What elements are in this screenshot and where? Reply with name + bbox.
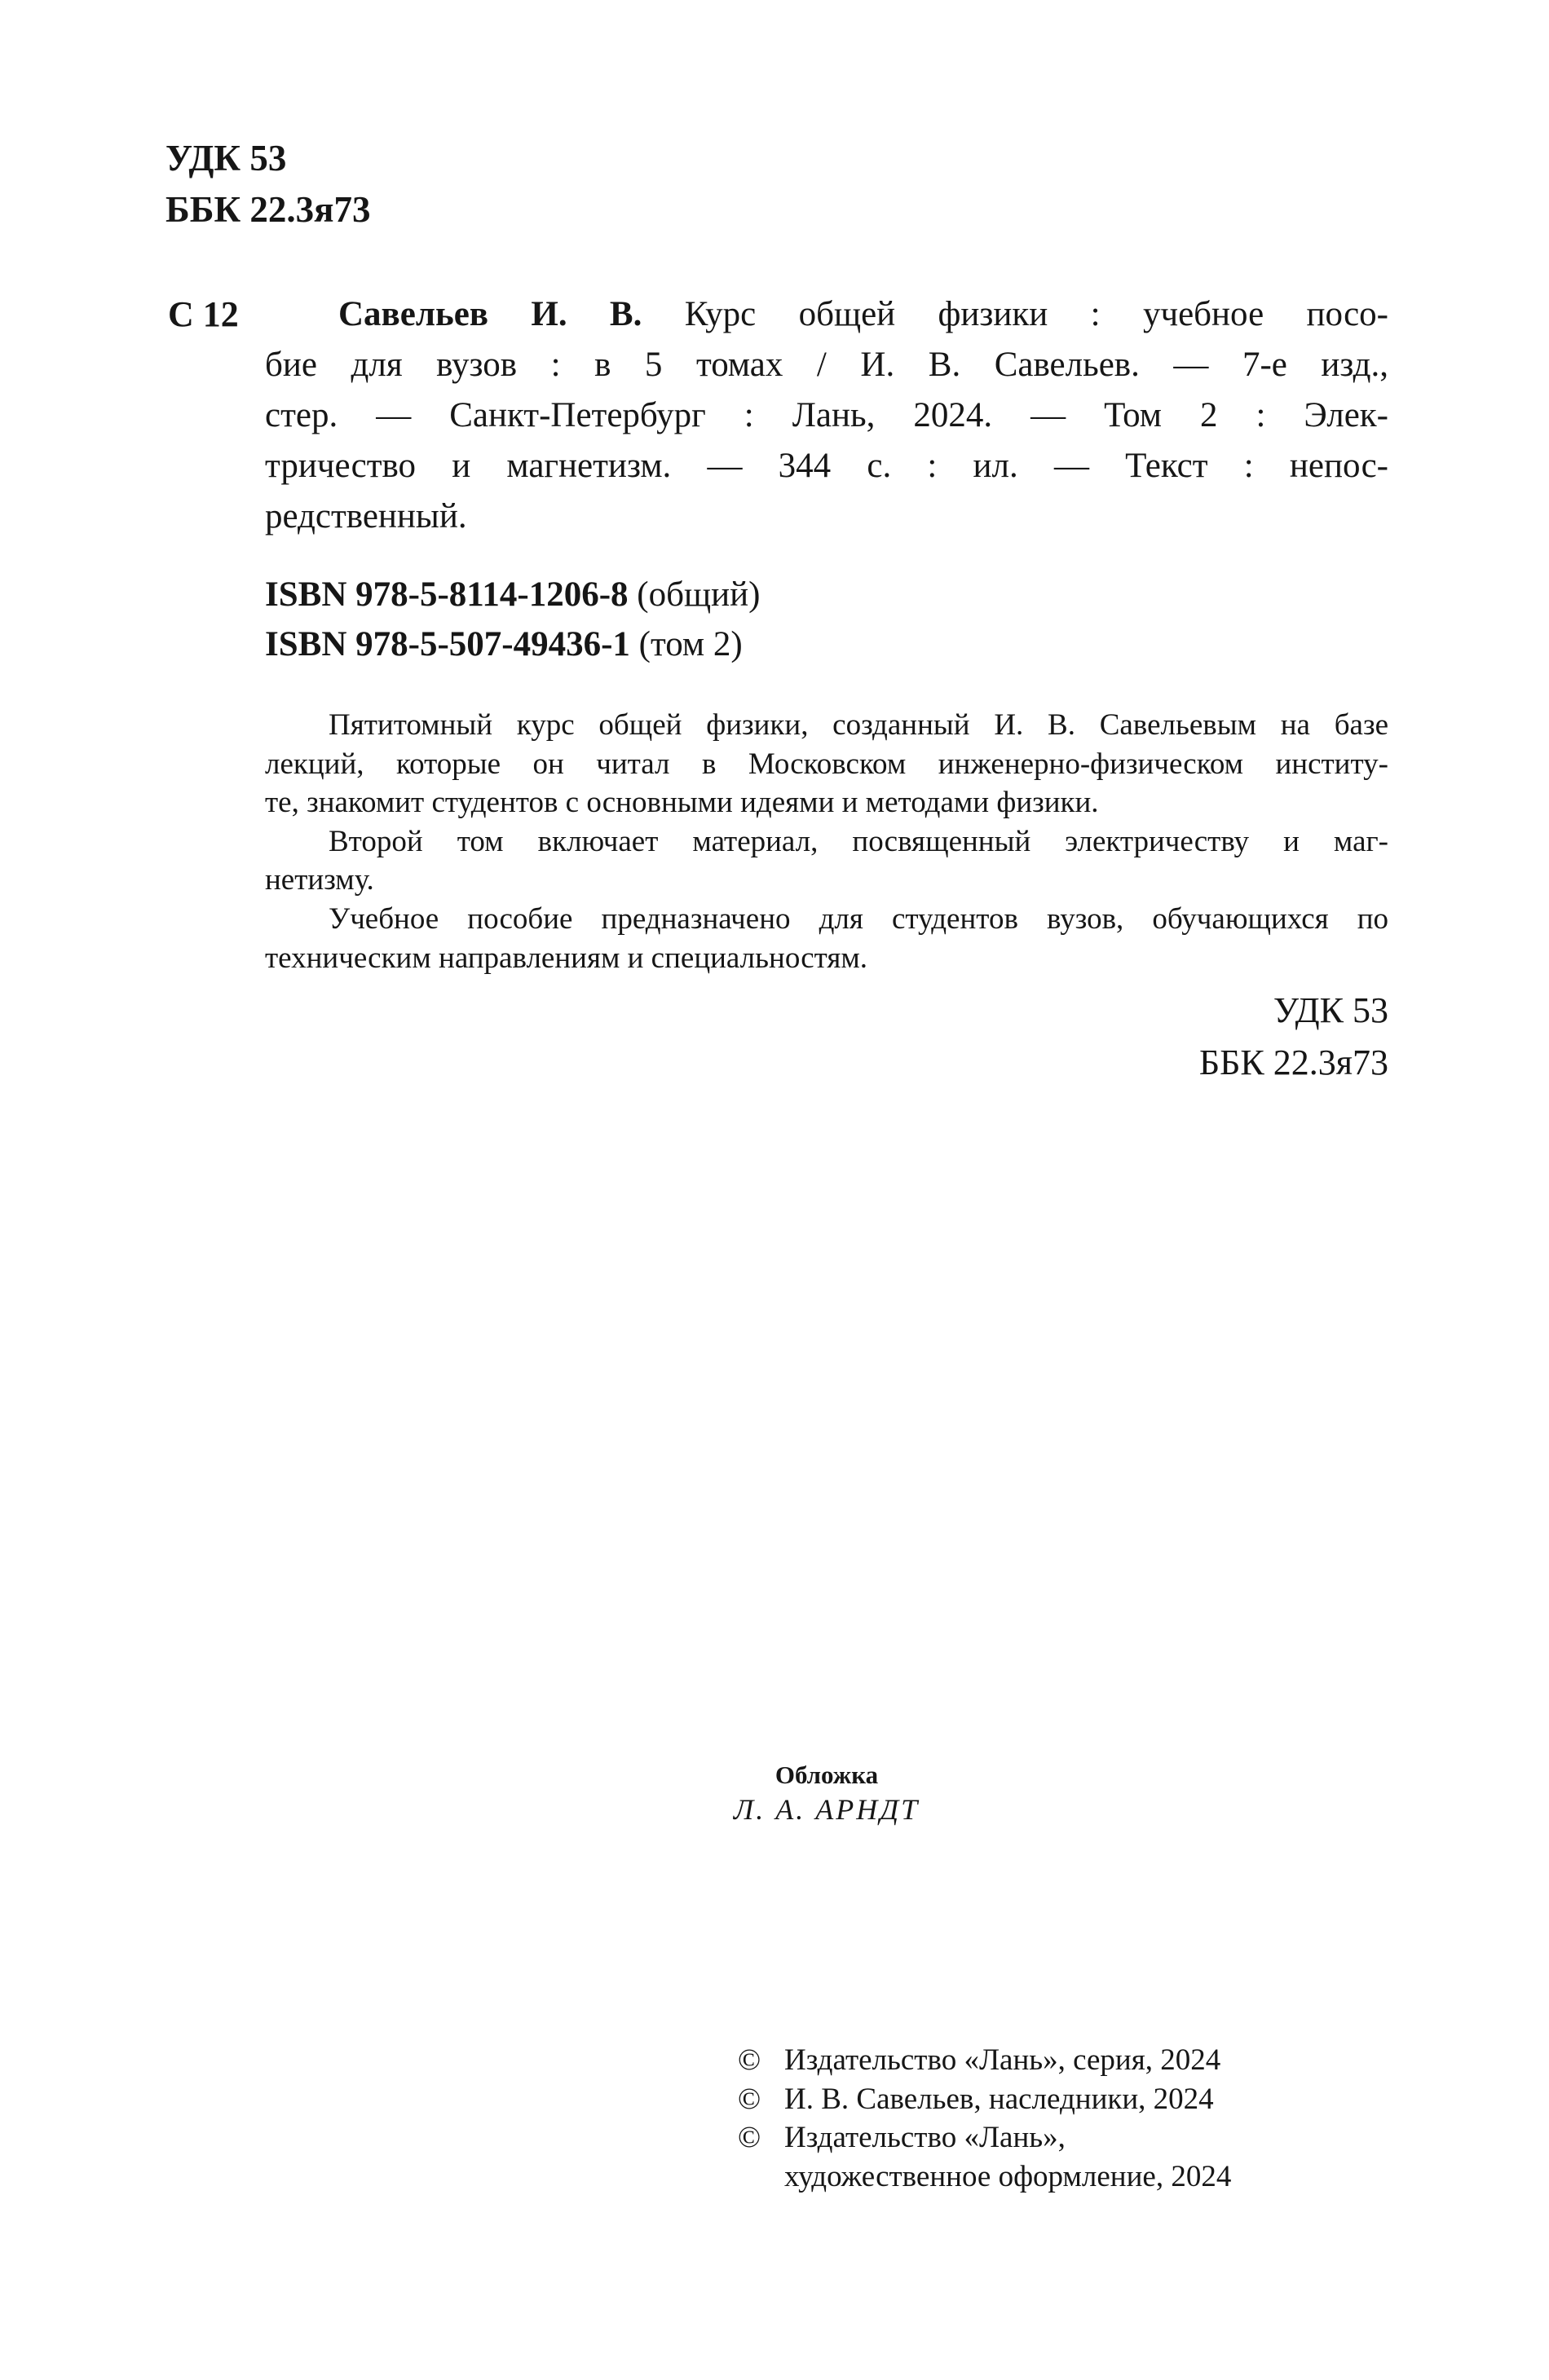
copyright-block: [738, 2041, 1231, 2196]
isbn-note: (том 2): [638, 625, 743, 663]
bibliographic-line: бие для вузов : в 5 томах / И. В. Савельев. — 7-е изд.,: [265, 346, 1388, 384]
bibliographic-title: Курс общей физики : учебное посо-: [684, 295, 1388, 333]
bibliographic-line: стер. — Санкт-Петербург : Лань, 2024. — Том 2 : Элек-: [265, 396, 1388, 434]
bibliographic-entry: [265, 289, 1388, 542]
copyright-symbol: ©: [738, 2043, 761, 2077]
bibliographic-author: Савельев И. В.: [338, 295, 642, 333]
bbk-code-right: ББК 22.3я73: [1198, 1042, 1388, 1082]
annotation-line: Пятитомный курс общей физики, созданный И. В. Савельевым на базе: [329, 708, 1388, 742]
annotation-line: Второй том включает материал, посвященный электричеству и маг-: [329, 824, 1388, 858]
isbn-note: (общий): [637, 575, 761, 614]
cover-artist-name: Л. А. АРНДТ: [733, 1793, 920, 1826]
bbk-code-top: ББК 22.3я73: [165, 189, 371, 230]
annotation-line: Учебное пособие предназначено для студентов вузов, обучающихся по: [329, 901, 1388, 936]
isbn-block: [265, 570, 760, 669]
copyright-text: художественное оформление, 2024: [784, 2159, 1232, 2193]
copyright-symbol: ©: [738, 2121, 761, 2155]
copyright-text: Издательство «Лань»,: [784, 2121, 1066, 2155]
classification-codes-right: [265, 985, 1388, 1089]
udk-code-right: УДК 53: [1273, 990, 1388, 1030]
isbn-line: [265, 619, 760, 669]
catalog-author-sign: С 12: [168, 294, 239, 334]
isbn-number: ISBN 978-5-8114-1206-8: [265, 575, 629, 614]
bibliographic-line: редственный.: [265, 497, 467, 536]
isbn-number: ISBN 978-5-507-49436-1: [265, 625, 630, 663]
copyright-line: [738, 2080, 1231, 2119]
bibliographic-line: тричество и магнетизм. — 344 с. : ил. — Текст : непос-: [265, 447, 1388, 485]
copyright-line: [738, 2041, 1231, 2080]
copyright-symbol: ©: [738, 2082, 761, 2116]
copyright-line: [738, 2157, 1231, 2197]
copyright-line: [738, 2118, 1231, 2157]
copyright-text: Издательство «Лань», серия, 2024: [784, 2043, 1221, 2077]
cover-credit-label: Обложка: [774, 1761, 879, 1789]
annotation-line: те, знакомит студентов с основными идеями и методами физики.: [265, 786, 1099, 820]
annotation-line: лекций, которые он читал в Московском инженерно-физическом институ-: [265, 747, 1388, 781]
copyright-text: И. В. Савельев, наследники, 2024: [784, 2082, 1214, 2116]
annotation-line: техническим направлениям и специальностям.: [265, 941, 868, 975]
cover-credit: [265, 1759, 1388, 1827]
isbn-line: [265, 570, 760, 619]
annotation: [265, 706, 1388, 977]
bibliographic-line: [265, 289, 1388, 340]
classification-codes-top: [165, 133, 370, 236]
copyright-symbol-spacer: [738, 2157, 784, 2197]
annotation-line: нетизму.: [265, 863, 374, 897]
udk-code-top: УДК 53: [165, 138, 287, 178]
